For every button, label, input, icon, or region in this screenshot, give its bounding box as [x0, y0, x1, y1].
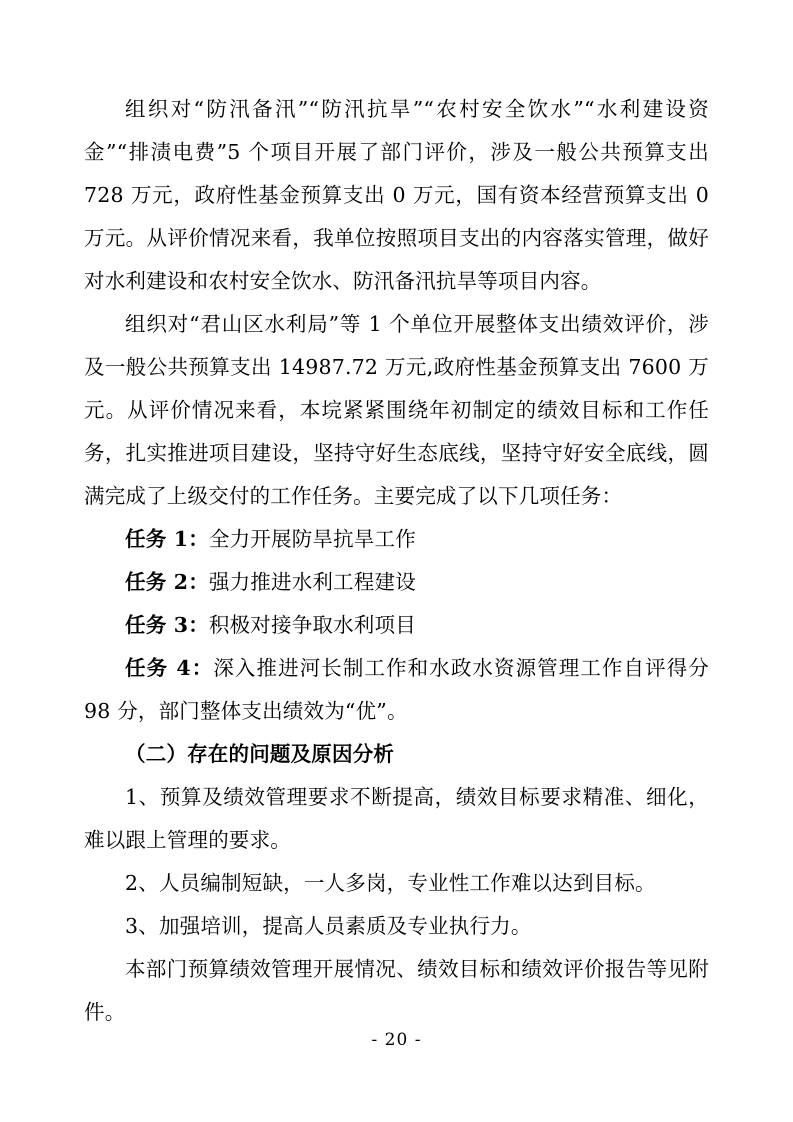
task-item-4: [84, 647, 709, 733]
task-label-1: 任务 1：: [125, 527, 209, 551]
task-text-4: 深入推进河长制工作和水政水资源管理工作自评得分 98 分，部门整体支出绩效为“优”。: [84, 656, 709, 723]
task-label-4: 任务 4：: [125, 656, 214, 680]
task-text-2: 强力推进水利工程建设: [208, 570, 416, 594]
task-item-1: [84, 518, 709, 561]
task-text-1: 全力开展防旱抗旱工作: [208, 527, 416, 551]
paragraph-closing-attachments: 本部门预算绩效管理开展情况、绩效目标和绩效评价报告等见附件。: [84, 957, 709, 1024]
issue-item-3: 3、加强培训，提高人员素质及专业执行力。: [125, 914, 532, 938]
issue-item-2: 2、人员编制短缺，一人多岗，专业性工作难以达到目标。: [125, 871, 656, 895]
task-label-3: 任务 3：: [125, 613, 209, 637]
section-heading-problems: （二）存在的问题及原因分析: [125, 742, 395, 766]
page-number: - 20 -: [371, 1030, 422, 1050]
paragraph-overall-evaluation: 组织对“君山区水利局”等 1 个单位开展整体支出绩效评价，涉及一般公共预算支出 14987.72 万元,政府性基金预算支出 7600 万元。从评价情况来看，本垸紧紧围绕年初制定的绩效目标和工作任务，扎实推进项目建设，坚持守好生态底线，坚持守好安全底线，圆满完成了上级交付的工作任务。主要完成了以下几项任务：: [84, 312, 709, 508]
task-item-3: [84, 604, 709, 647]
document-body: [84, 88, 709, 1034]
issue-item-1: 1、预算及绩效管理要求不断提高，绩效目标要求精准、细化，难以跟上管理的要求。: [84, 785, 709, 852]
task-item-2: [84, 561, 709, 604]
task-text-3: 积极对接争取水利项目: [208, 613, 416, 637]
task-label-2: 任务 2：: [125, 570, 209, 594]
paragraph-project-evaluation: 组织对“防汛备汛”“防汛抗旱”“农村安全饮水”“水利建设资金”“排渍电费”5 个项目开展了部门评价，涉及一般公共预算支出 728 万元，政府性基金预算支出 0 万元，国有资本经营预算支出 0 万元。从评价情况来看，我单位按照项目支出的内容落实管理，做好对水利建设和农村安全饮水、防汛备汛抗旱等项目内容。: [84, 97, 709, 293]
